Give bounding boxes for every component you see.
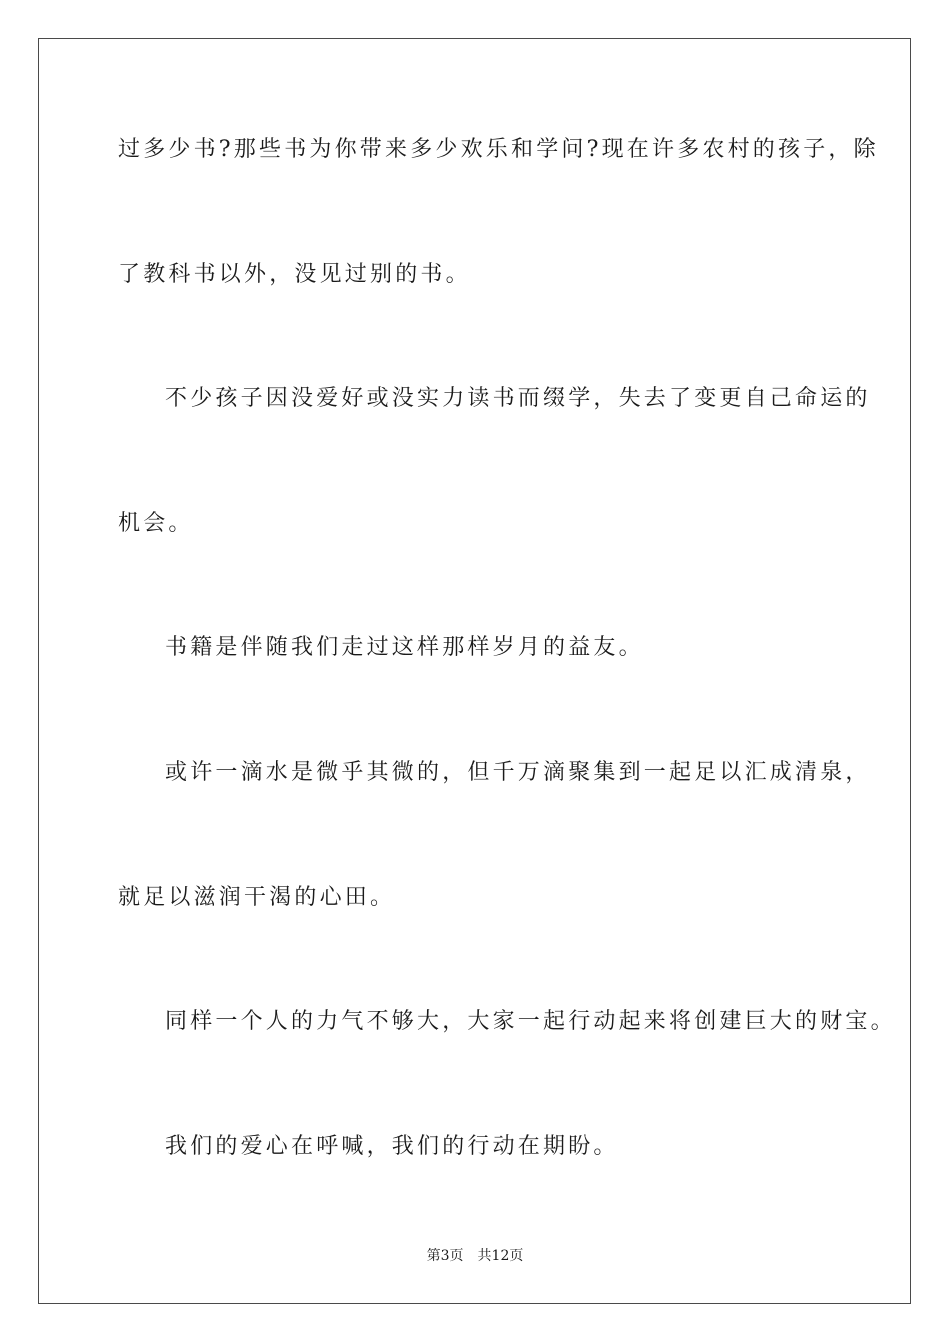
page-total: 共12页 bbox=[477, 1248, 524, 1264]
text-line: 机会。 bbox=[118, 511, 194, 536]
page-number: 第3页 bbox=[426, 1248, 464, 1264]
text-line: 过多少书?那些书为你带来多少欢乐和学问?现在许多农村的孩子，除 bbox=[118, 137, 879, 162]
text-line: 不少孩子因没爱好或没实力读书而缀学，失去了变更自己命运的 bbox=[165, 386, 871, 411]
text-line: 就足以滋润干渴的心田。 bbox=[118, 885, 396, 910]
text-line: 或许一滴水是微乎其微的，但千万滴聚集到一起足以汇成清泉， bbox=[165, 760, 871, 785]
text-line: 我们的爱心在呼喊，我们的行动在期盼。 bbox=[165, 1134, 619, 1159]
page-border bbox=[38, 38, 911, 1304]
text-line: 同样一个人的力气不够大，大家一起行动起来将创建巨大的财宝。 bbox=[165, 1009, 896, 1034]
text-line: 了教科书以外，没见过别的书。 bbox=[118, 262, 471, 287]
page-footer bbox=[0, 1247, 950, 1265]
text-line: 书籍是伴随我们走过这样那样岁月的益友。 bbox=[165, 635, 644, 660]
